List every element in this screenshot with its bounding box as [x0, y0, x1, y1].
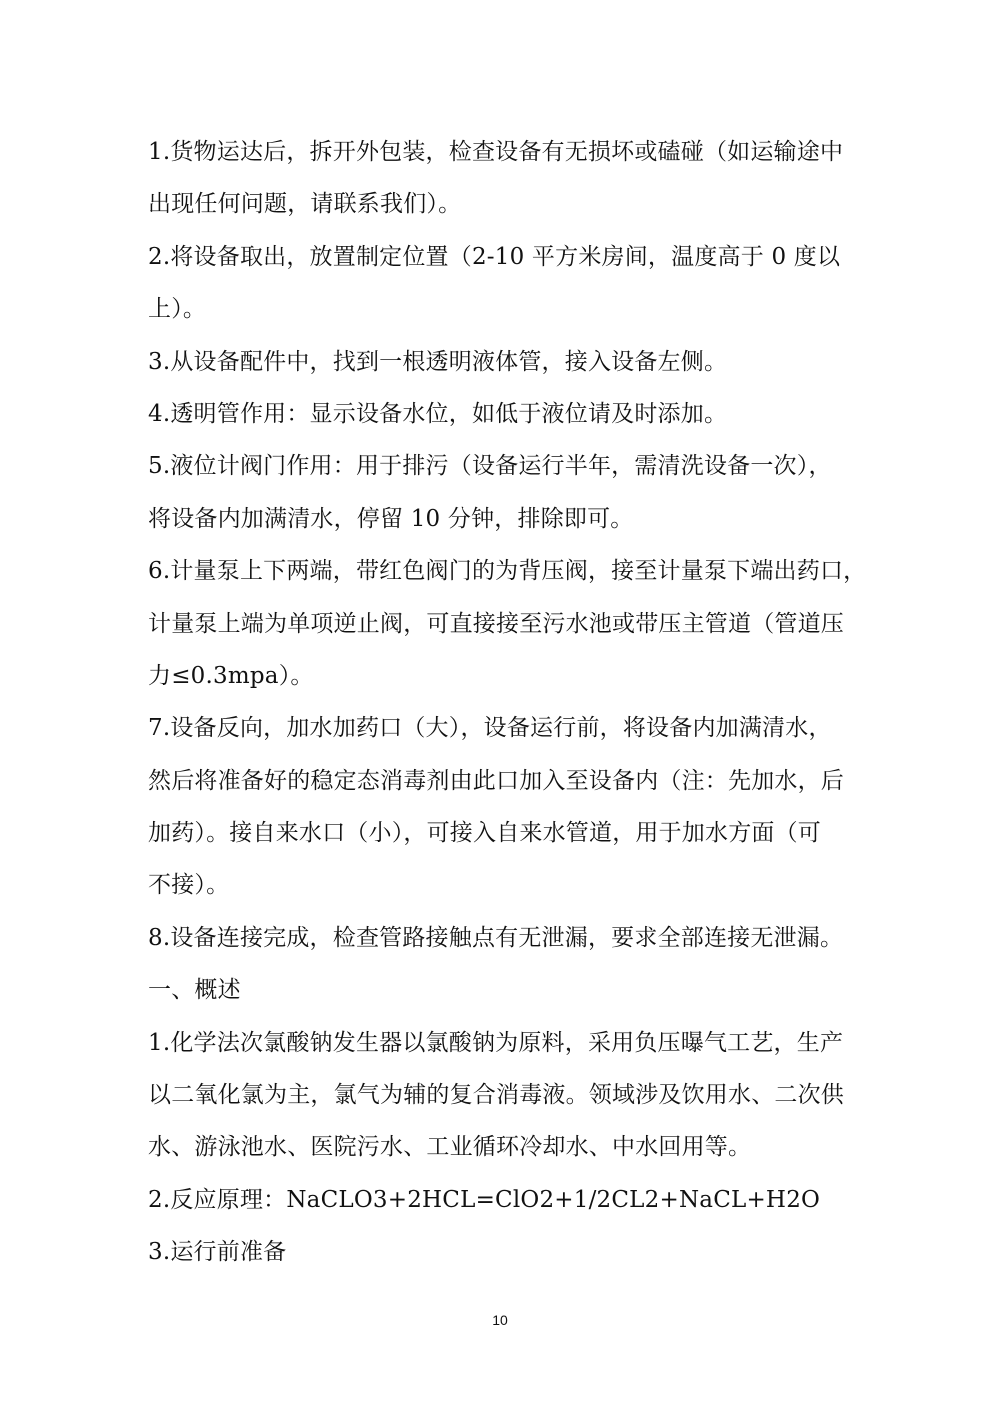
- text-line-overview-1: 1.化学法次氯酸钠发生器以氯酸钠为原料，采用负压曝气工艺，生产: [148, 1029, 844, 1056]
- text-line-step-2-cont: 上）。: [148, 296, 207, 323]
- page-number: 10: [492, 1312, 508, 1328]
- text-line-step-5-cont: 将设备内加满清水，停留 10 分钟，排除即可。: [148, 505, 634, 532]
- section-heading-overview: 一、概述: [148, 977, 241, 1004]
- text-line-step-6: 6.计量泵上下两端，带红色阀门的为背压阀，接至计量泵下端出药口，: [148, 558, 867, 585]
- text-line-overview-1-cont-2: 水、游泳池水、医院污水、工业循环冷却水、中水回用等。: [148, 1134, 752, 1161]
- text-line-step-7-cont-2: 加药）。接自来水口（小），可接入自来水管道，用于加水方面（可: [148, 820, 821, 847]
- text-line-reaction-principle: 2.反应原理：NaCLO3+2HCL=ClO2+1/2CL2+NaCL+H2O: [148, 1186, 821, 1213]
- text-line-step-8: 8.设备连接完成，检查管路接触点有无泄漏，要求全部连接无泄漏。: [148, 924, 844, 951]
- text-line-step-5: 5.液位计阀门作用：用于排污（设备运行半年，需清洗设备一次），: [148, 453, 832, 480]
- text-line-step-6-cont-2: 力≤0.3mpa）。: [148, 662, 314, 689]
- text-line-step-2: 2.将设备取出，放置制定位置（2-10 平方米房间，温度高于 0 度以: [148, 243, 841, 270]
- text-line-step-1: 1.货物运达后，拆开外包装，检查设备有无损坏或磕碰（如运输途中: [148, 139, 844, 165]
- text-line-pre-operation: 3.运行前准备: [148, 1239, 287, 1266]
- text-line-step-3: 3.从设备配件中，找到一根透明液体管，接入设备左侧。: [148, 348, 728, 375]
- text-line-step-1-cont: 出现任何问题，请联系我们）。: [148, 191, 462, 218]
- text-line-step-6-cont: 计量泵上端为单项逆止阀，可直接接至污水池或带压主管道（管道压: [148, 610, 844, 637]
- text-line-overview-1-cont: 以二氧化氯为主，氯气为辅的复合消毒液。领域涉及饮用水、二次供: [148, 1082, 844, 1109]
- text-line-step-7: 7.设备反向，加水加药口（大），设备运行前，将设备内加满清水，: [148, 715, 832, 742]
- text-line-step-7-cont: 然后将准备好的稳定态消毒剂由此口加入至设备内（注：先加水，后: [148, 767, 844, 794]
- document-body: [148, 126, 867, 1279]
- text-line-step-4: 4.透明管作用：显示设备水位，如低于液位请及时添加。: [148, 400, 728, 427]
- text-line-step-7-cont-3: 不接）。: [148, 872, 230, 899]
